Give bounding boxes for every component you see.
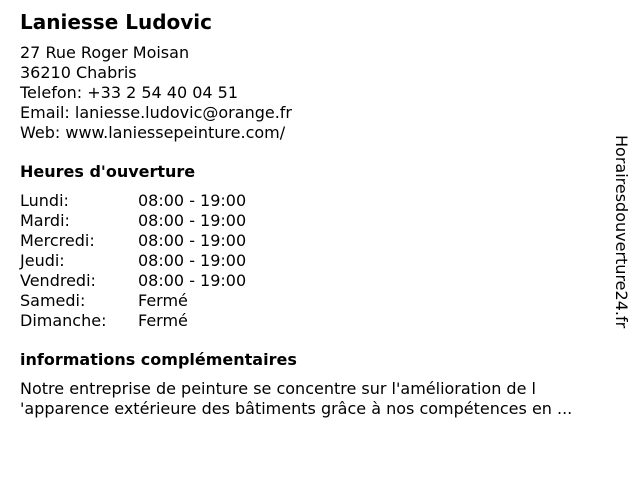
day-hours: 08:00 - 19:00	[138, 211, 247, 230]
day-hours: 08:00 - 19:00	[138, 251, 247, 270]
postal-city: 36210 Chabris	[20, 63, 137, 82]
day-label: Vendredi:	[20, 271, 96, 290]
day-label: Dimanche:	[20, 311, 107, 330]
business-card	[20, 10, 610, 419]
email-line: Email: laniesse.ludovic@orange.fr	[20, 103, 292, 122]
day-hours: Fermé	[138, 311, 188, 330]
day-hours: Fermé	[138, 291, 188, 310]
site-watermark: Horairesdouverture24.fr	[612, 135, 631, 329]
hours-row	[20, 291, 246, 311]
hours-row	[20, 191, 246, 211]
day-hours: 08:00 - 19:00	[138, 271, 247, 290]
street-address: 27 Rue Roger Moisan	[20, 43, 190, 62]
day-hours: 08:00 - 19:00	[138, 191, 247, 210]
hours-row	[20, 231, 246, 251]
day-label: Mardi:	[20, 211, 70, 230]
hours-table	[20, 191, 246, 331]
hours-row	[20, 211, 246, 231]
day-label: Jeudi:	[20, 251, 65, 270]
description-line: 'apparence extérieure des bâtiments grâce à nos compétences en ...	[20, 399, 573, 418]
phone-line: Telefon: +33 2 54 40 04 51	[20, 83, 239, 102]
day-hours: 08:00 - 19:00	[138, 231, 247, 250]
description-line: Notre entreprise de peinture se concentre sur l'amélioration de l	[20, 379, 536, 398]
business-name: Laniesse Ludovic	[20, 10, 213, 34]
hours-row	[20, 311, 246, 331]
business-description	[20, 379, 610, 419]
info-heading: informations complémentaires	[20, 350, 297, 369]
hours-row	[20, 251, 246, 271]
day-label: Samedi:	[20, 291, 86, 310]
day-label: Mercredi:	[20, 231, 95, 250]
contact-block	[20, 43, 610, 143]
day-label: Lundi:	[20, 191, 69, 210]
hours-heading: Heures d'ouverture	[20, 162, 196, 181]
hours-row	[20, 271, 246, 291]
web-line: Web: www.laniessepeinture.com/	[20, 123, 286, 142]
